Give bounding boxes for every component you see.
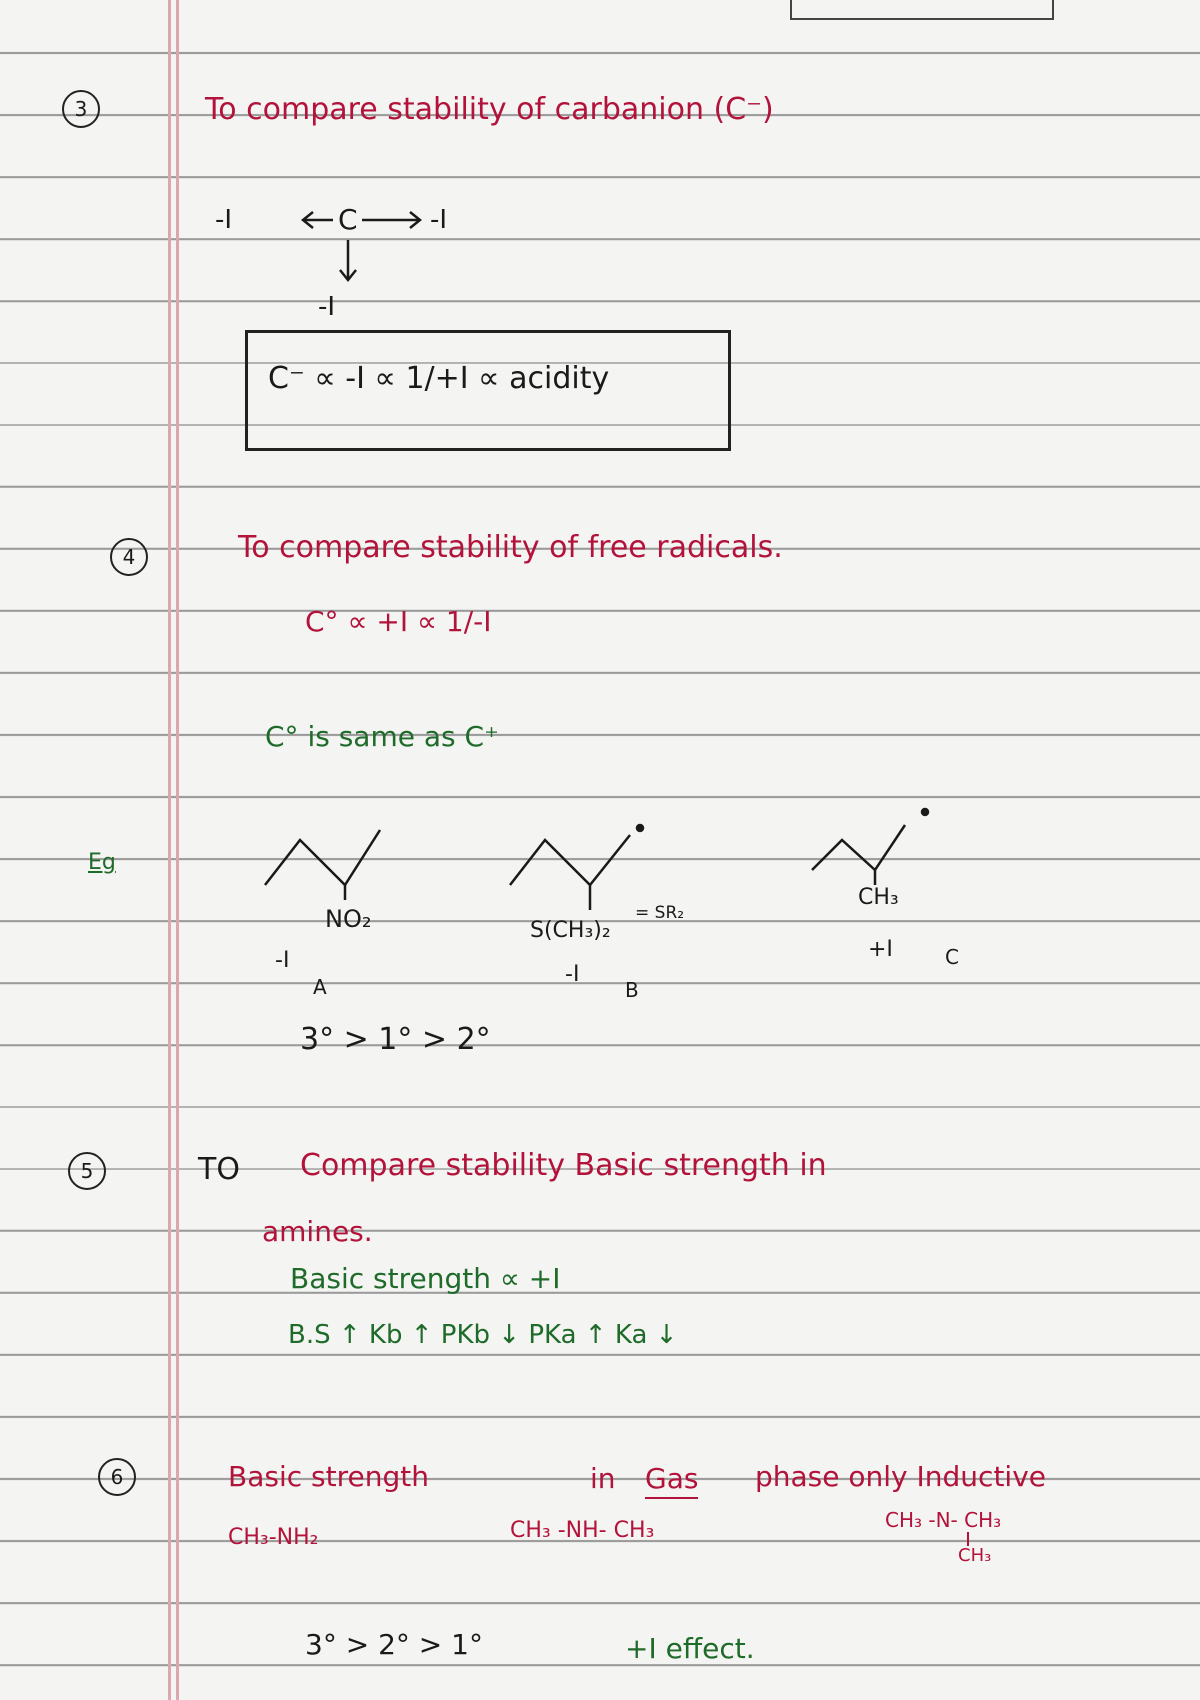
- section-number: 4: [110, 538, 148, 576]
- basicity-order: 3° > 2° > 1°: [305, 1628, 483, 1661]
- structure-b-icon: [510, 825, 643, 910]
- label-b: B: [625, 978, 639, 1002]
- label-a: A: [313, 975, 327, 999]
- effect-c: +I: [868, 937, 893, 962]
- section-number: 5: [68, 1152, 106, 1190]
- heading-part: Basic strength: [228, 1460, 429, 1493]
- group-a: NO₂: [325, 905, 372, 933]
- heading-to: TO: [198, 1152, 240, 1187]
- effect-b: -I: [565, 962, 580, 987]
- effect-note: +I effect.: [625, 1632, 755, 1665]
- amine-2: CH₃ -NH- CH₃: [510, 1518, 655, 1543]
- section-heading-2: amines.: [262, 1215, 373, 1248]
- basic-strength-line: Basic strength ∝ +I: [290, 1262, 561, 1295]
- stability-order: 3° > 1° > 2°: [300, 1022, 491, 1057]
- heading-part: phase only Inductive: [755, 1460, 1046, 1493]
- arrow-icon: [303, 212, 420, 280]
- diagram-bottom: -I: [318, 292, 336, 322]
- diagram-center: C: [338, 203, 358, 236]
- amine-3-sub: CH₃: [958, 1545, 992, 1566]
- amine-3: CH₃ -N- CH₃: [885, 1508, 1002, 1532]
- section-number: 3: [62, 90, 100, 128]
- section-heading: To compare stability of free radicals.: [238, 530, 783, 565]
- group-b: S(CH₃)₂: [530, 918, 611, 943]
- structure-a-icon: [265, 830, 380, 900]
- heading-part-underlined: Gas: [645, 1462, 698, 1499]
- structure-c-icon: [812, 809, 928, 885]
- note: C° is same as C⁺: [265, 720, 499, 753]
- diagram-left: -I: [215, 205, 233, 235]
- effect-a: -I: [275, 948, 290, 973]
- diagram-right: -I: [430, 205, 448, 235]
- section-number: 6: [98, 1458, 136, 1496]
- example-label: Eg: [88, 850, 116, 875]
- group-b-extra: = SR₂: [635, 903, 685, 923]
- formula: C° ∝ +I ∝ 1/-I: [305, 605, 492, 638]
- group-c: CH₃: [858, 885, 899, 910]
- heading-part: in: [590, 1462, 616, 1495]
- relation-line: B.S ↑ Kb ↑ PKb ↓ PKa ↑ Ka ↓: [288, 1320, 678, 1350]
- amine-1: CH₃-NH₂: [228, 1525, 319, 1550]
- section-heading: To compare stability of carbanion (C⁻): [205, 92, 774, 127]
- formula-text: C⁻ ∝ -I ∝ 1/+I ∝ acidity: [268, 361, 610, 396]
- section-heading: Compare stability Basic strength in: [300, 1148, 827, 1183]
- label-c: C: [945, 945, 959, 969]
